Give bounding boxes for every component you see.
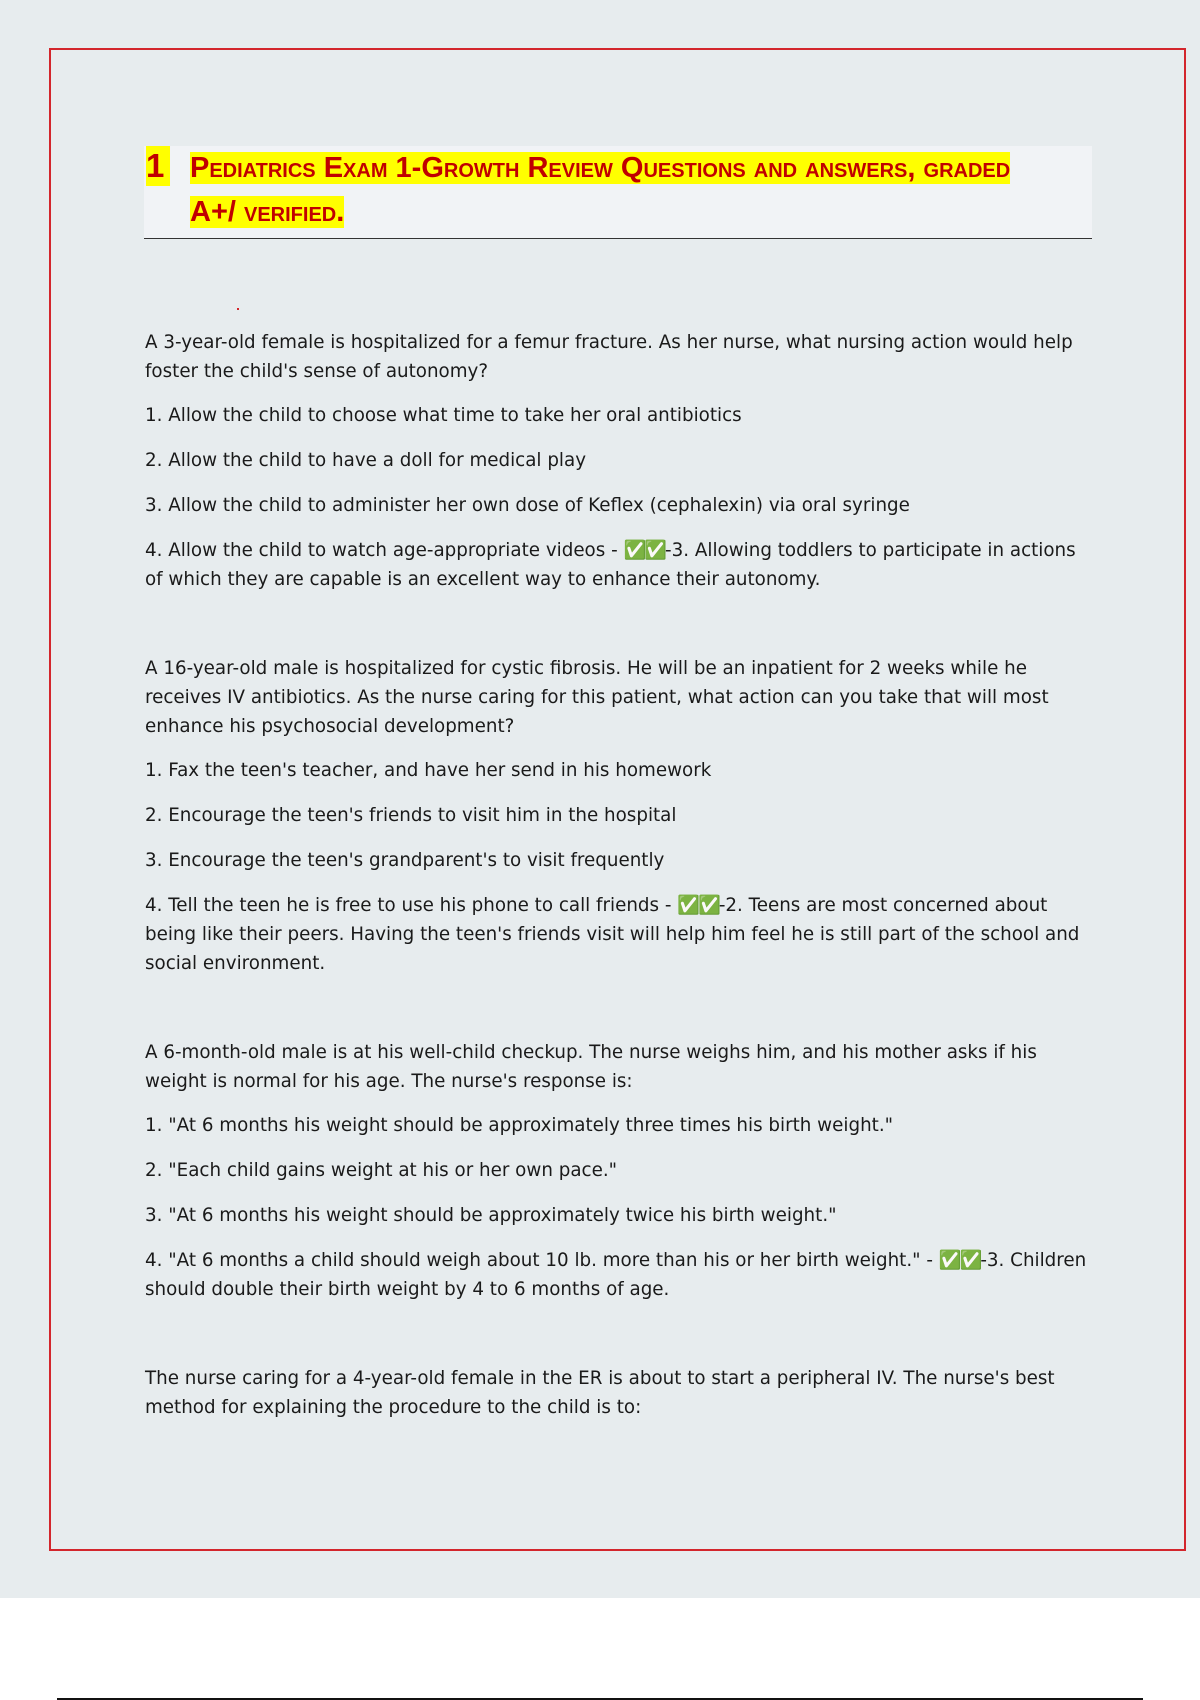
option-4: 4. Allow the child to watch age-appropriate videos - — [145, 540, 624, 561]
option-3: 3. Allow the child to administer her own dose of Keflex (cephalexin) via oral syringe — [145, 495, 910, 516]
option-2: 2. Encourage the teen's friends to visit him in the hospital — [145, 805, 677, 826]
answer-rationale: -3. Allowing toddlers to participate in actions of which they are capable is an excellent way to enhance their autonomy. — [145, 540, 1076, 590]
double-check-icon: ✅✅ — [938, 1250, 981, 1271]
double-check-icon: ✅✅ — [677, 895, 719, 916]
question-stem: A 6-month-old male is at his well-child checkup. The nurse weighs him, and his mother asks if his weight is normal for his age. The nurse's response is: — [145, 1042, 1037, 1092]
question-block-4 — [145, 1364, 1095, 1422]
question-block-3 — [145, 1038, 1095, 1304]
page-title — [190, 146, 1050, 234]
option-2: 2. Allow the child to have a doll for medical play — [145, 450, 587, 471]
question-stem: The nurse caring for a 4-year-old female in the ER is about to start a peripheral IV. The nurse's best method for explaining the procedure to the child is to: — [145, 1368, 1055, 1418]
question-stem: A 3-year-old female is hospitalized for a femur fracture. As her nurse, what nursing action would help foster the child's sense of autonomy? — [145, 332, 1073, 382]
option-1: 1. Allow the child to choose what time to take her oral antibiotics — [145, 405, 742, 426]
question-block-2 — [145, 654, 1095, 978]
page-title-text: Pediatrics Exam 1-Growth Review Questions and answers, graded A+/ verified. — [190, 152, 1011, 228]
option-4: 4. Tell the teen he is free to use his phone to call friends - — [145, 895, 678, 916]
option-1: 1. "At 6 months his weight should be approximately three times his birth weight." — [145, 1115, 894, 1136]
option-4-with-answer — [145, 891, 1095, 978]
option-2: 2. "Each child gains weight at his or her own pace." — [145, 1160, 618, 1181]
question-content — [145, 328, 1095, 1422]
answer-rationale: -2. Teens are most concerned about being like their peers. Having the teen's friends visit will help him feel he is still part of the school and social environment. — [145, 895, 1080, 974]
answer-rationale: -3. Children should double their birth weight by 4 to 6 months of age. — [145, 1250, 1087, 1300]
option-3: 3. Encourage the teen's grandparent's to visit frequently — [145, 850, 665, 871]
red-dot-mark — [237, 308, 239, 310]
question-stem: A 16-year-old male is hospitalized for cystic fibrosis. He will be an inpatient for 2 weeks while he receives IV antibiotics. As the nurse caring for this patient, what action can you take that will most enhance his psychosocial development? — [145, 658, 1049, 737]
double-check-icon: ✅✅ — [623, 540, 666, 561]
heading-number: 1 — [146, 146, 170, 186]
option-3: 3. "At 6 months his weight should be approximately twice his birth weight." — [145, 1205, 837, 1226]
option-4: 4. "At 6 months a child should weigh about 10 lb. more than his or her birth weight." - — [145, 1250, 939, 1271]
option-4-with-answer — [145, 536, 1095, 594]
question-block-1 — [145, 328, 1095, 594]
option-4-with-answer — [145, 1246, 1095, 1304]
option-1: 1. Fax the teen's teacher, and have her send in his homework — [145, 760, 712, 781]
